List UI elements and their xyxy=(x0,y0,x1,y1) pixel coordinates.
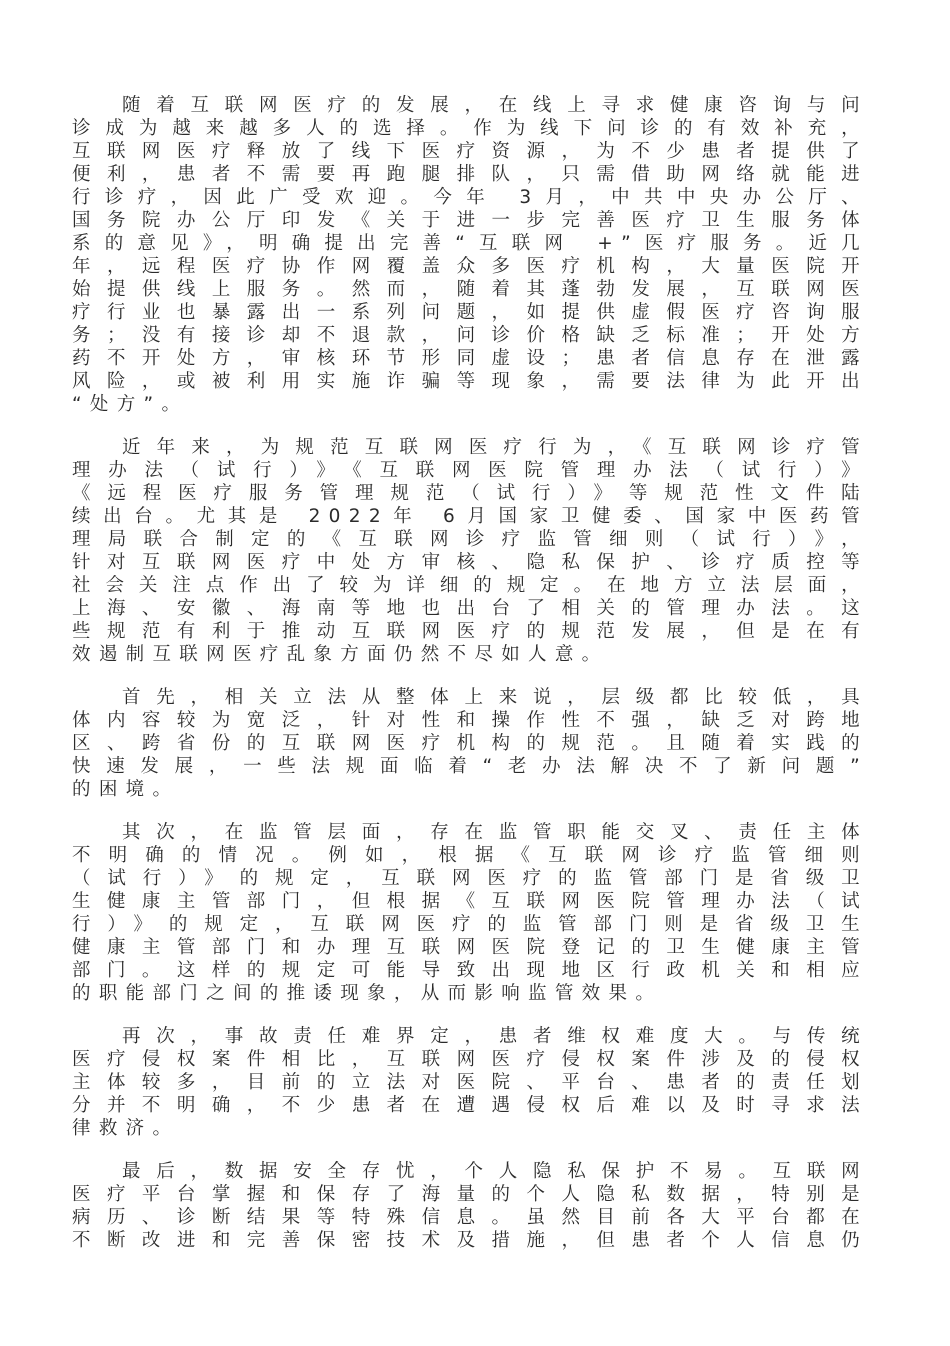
text-line: “处方”。 xyxy=(72,394,189,415)
text-line: 再次，事故责任难界定，患者维权难度大。与传统 xyxy=(122,1026,868,1047)
text-line: 部门。这样的规定可能导致出现地区行政机关和相应 xyxy=(72,960,868,981)
text-line: 分并不明确，不少患者在遭遇侵权后难以及时寻求法 xyxy=(72,1095,868,1116)
text-line: 近年来，为规范互联网医疗行为，《互联网诊疗管 xyxy=(122,437,868,458)
text-line: 理办法（试行）》《互联网医院管理办法（试行）》 xyxy=(72,460,868,481)
text-line: 首先，相关立法从整体上来说，层级都比较低，具 xyxy=(122,687,868,708)
text-line: 不断改进和完善保密技术及措施，但患者个人信息仍 xyxy=(72,1230,868,1251)
text-line: 行）》的规定，互联网医疗的监管部门则是省级卫生 xyxy=(72,914,868,935)
paragraph-3 xyxy=(72,686,868,801)
text-line: 生健康主管部门，但根据《互联网医院管理办法（试 xyxy=(72,891,868,912)
text-line: 不明确的情况。例如，根据《互联网诊疗监管细则 xyxy=(72,845,868,866)
text-line: 律救济。 xyxy=(72,1118,180,1139)
text-line: 理局联合制定的《互联网诊疗监管细则（试行）》， xyxy=(72,529,868,550)
text-line: 上海、安徽、海南等地也出台了相关的管理办法。这 xyxy=(72,598,868,619)
text-line: 其次，在监管层面，存在监管职能交叉、责任主体 xyxy=(122,822,868,843)
text-line: 社会关注点作出了较为详细的规定。在地方立法层面， xyxy=(72,575,868,596)
text-line: （试行）》的规定，互联网医疗的监管部门是省级卫 xyxy=(72,868,868,889)
text-line: 务；没有接诊却不退款，问诊价格缺乏标准；开处方 xyxy=(72,325,868,346)
text-line: 互联网医疗释放了线下医疗资源，为不少患者提供了 xyxy=(72,141,868,162)
text-line: 《远程医疗服务管理规范（试行）》等规范性文件陆 xyxy=(72,483,868,504)
text-line: 主体较多，目前的立法对医院、平台、患者的责任划 xyxy=(72,1072,868,1093)
text-line: 病历、诊断结果等特殊信息。虽然目前各大平台都在 xyxy=(72,1207,868,1228)
text-line: 国务院办公厅印发《关于进一步完善医疗卫生服务体 xyxy=(72,210,868,231)
article-body xyxy=(72,94,868,1272)
paragraph-2 xyxy=(72,436,868,666)
text-line: 区、跨省份的互联网医疗机构的规范。且随着实践的 xyxy=(72,733,868,754)
text-line: 风险，或被利用实施诈骗等现象，需要法律为此开出 xyxy=(72,371,868,392)
paragraph-6 xyxy=(72,1160,868,1252)
text-line: 疗行业也暴露出一系列问题，如提供虚假医疗咨询服 xyxy=(72,302,868,323)
text-line: 针对互联网医疗中处方审核、隐私保护、诊疗质控等 xyxy=(72,552,868,573)
text-line: 些规范有利于推动互联网医疗的规范发展，但是在有 xyxy=(72,621,868,642)
text-line: 随着互联网医疗的发展，在线上寻求健康咨询与问 xyxy=(122,95,868,116)
text-line: 始提供线上服务。然而，随着其蓬勃发展，互联网医 xyxy=(72,279,868,300)
text-line: 的困境。 xyxy=(72,779,180,800)
text-line: 的职能部门之间的推诿现象，从而影响监管效果。 xyxy=(72,983,663,1004)
text-line: 续出台。尤其是 2022年 6月国家卫健委、国家中医药管 xyxy=(72,506,868,527)
text-line: 便利，患者不需要再跑腿排队，只需借助网络就能进 xyxy=(72,164,868,185)
text-line: 效遏制互联网医疗乱象方面仍然不尽如人意。 xyxy=(72,644,609,665)
text-line: 体内容较为宽泛，针对性和操作性不强，缺乏对跨地 xyxy=(72,710,868,731)
text-line: 药不开处方，审核环节形同虚设；患者信息存在泄露 xyxy=(72,348,868,369)
text-line: 最后，数据安全存忧，个人隐私保护不易。互联网 xyxy=(122,1161,868,1182)
text-line: 医疗侵权案件相比，互联网医疗侵权案件涉及的侵权 xyxy=(72,1049,868,1070)
paragraph-1 xyxy=(72,94,868,416)
paragraph-4 xyxy=(72,821,868,1005)
paragraph-5 xyxy=(72,1025,868,1140)
text-line: 健康主管部门和办理互联网医院登记的卫生健康主管 xyxy=(72,937,868,958)
text-line: 快速发展，一些法规面临着“老办法解决不了新问题” xyxy=(72,756,868,777)
text-line: 行诊疗，因此广受欢迎。今年 3月，中共中央办公厅、 xyxy=(72,187,868,208)
text-line: 医疗平台掌握和保存了海量的个人隐私数据，特别是 xyxy=(72,1184,868,1205)
text-line: 系的意见》，明确提出完善“互联网 +”医疗服务。近几 xyxy=(72,233,868,254)
text-line: 年，远程医疗协作网覆盖众多医疗机构，大量医院开 xyxy=(72,256,868,277)
text-line: 诊成为越来越多人的选择。作为线下问诊的有效补充， xyxy=(72,118,868,139)
